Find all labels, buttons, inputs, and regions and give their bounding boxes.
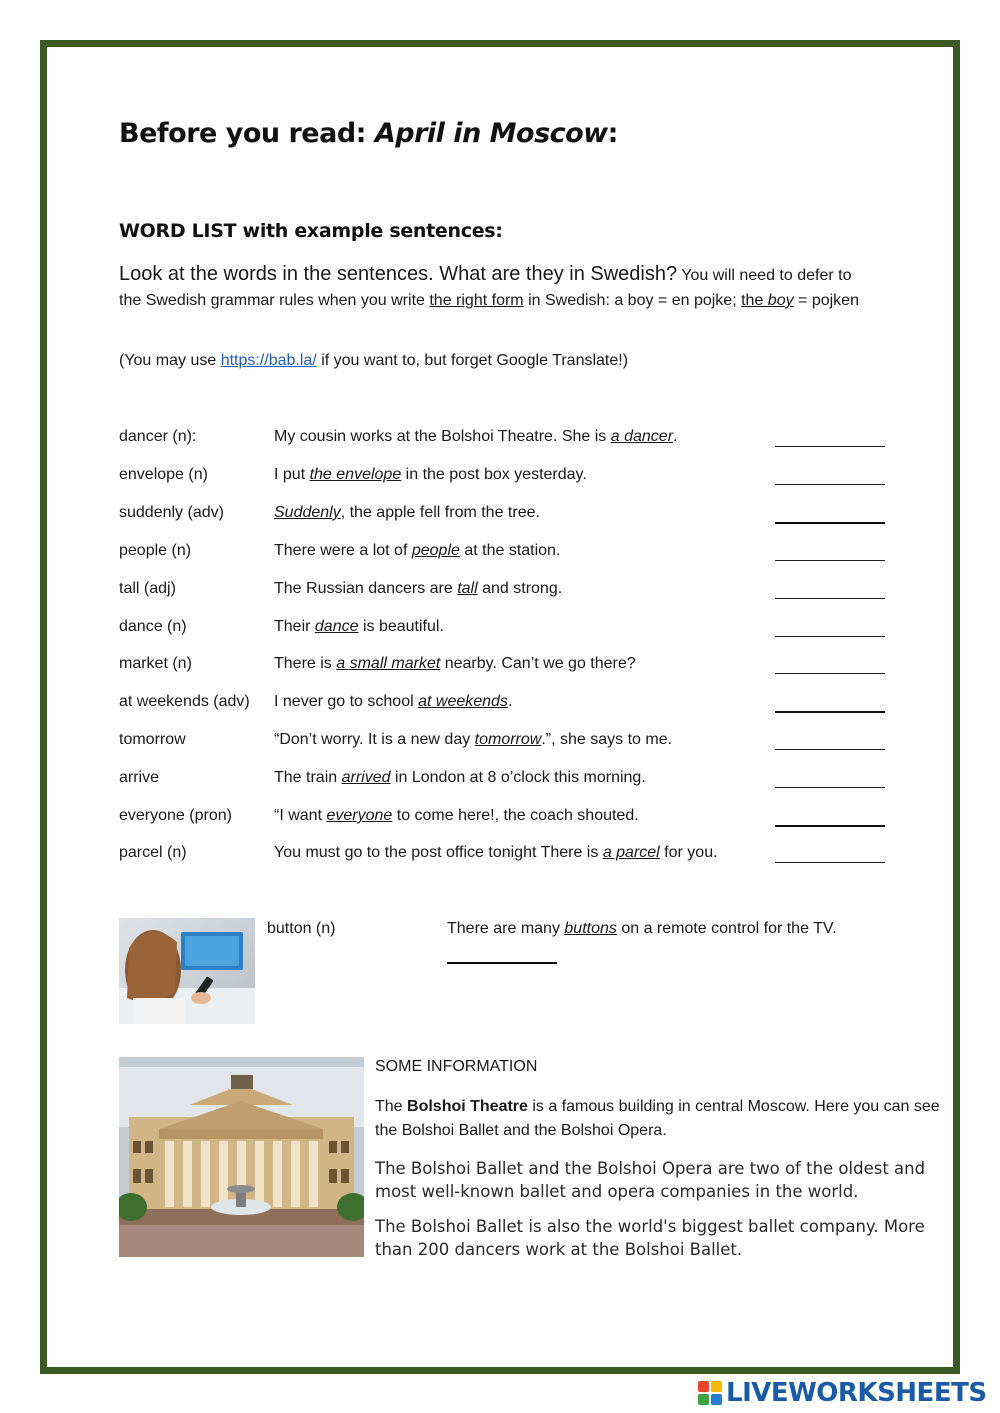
vocab-word: dance (n) <box>119 618 187 635</box>
word-row <box>119 807 889 833</box>
answer-blank[interactable] <box>775 598 885 599</box>
answer-blank[interactable] <box>775 711 885 713</box>
example-sentence: “I want everyone to come here!, the coach shouted. <box>274 807 639 824</box>
example-sentence: You must go to the post office tonight There is a parcel for you. <box>274 844 718 861</box>
vocab-word: tomorrow <box>119 731 186 748</box>
example-sentence: My cousin works at the Bolshoi Theatre. She is a dancer. <box>274 428 678 445</box>
word-row <box>119 428 889 454</box>
word-row <box>119 655 889 681</box>
answer-blank[interactable] <box>775 522 885 524</box>
answer-blank[interactable] <box>775 787 885 788</box>
word-row <box>119 466 889 492</box>
example-sentence: I never go to school at weekends. <box>274 693 513 710</box>
info-paragraph-2: The Bolshoi Ballet and the Bolshoi Opera are two of the oldest and most well-known ballet and opera companies in the world. <box>375 1159 926 1201</box>
info-paragraph-1: The Bolshoi Theatre is a famous building in central Moscow. Here you can see the Bolshoi Ballet and the Bolshoi Opera. <box>375 1098 940 1139</box>
answer-blank[interactable] <box>775 673 885 674</box>
word-row <box>119 504 889 530</box>
button-answer-blank[interactable] <box>447 962 557 964</box>
example-sentence: The train arrived in London at 8 o’clock this morning. <box>274 769 646 786</box>
vocab-word: dancer (n): <box>119 428 197 445</box>
answer-blank[interactable] <box>775 446 885 447</box>
vocab-word: suddenly (adv) <box>119 504 224 521</box>
info-paragraph-3: The Bolshoi Ballet is also the world's biggest ballet company. More than 200 dancers work at the Bolshoi Ballet. <box>375 1217 925 1259</box>
button-word: button (n) <box>267 920 336 937</box>
example-sentence: I put the envelope in the post box yesterday. <box>274 466 587 483</box>
bab-la-link[interactable]: https://bab.la/ <box>220 352 317 369</box>
dictionary-note: (You may use https://bab.la/ if you want to, but forget Google Translate!) <box>119 352 629 369</box>
vocab-word: tall (adj) <box>119 580 176 597</box>
word-row <box>119 769 889 795</box>
word-row <box>119 542 889 568</box>
page-title: Before you read: April in Moscow: <box>119 118 618 149</box>
instructions: Look at the words in the sentences. What are they in Swedish? You will need to defer to the Swedish grammar rules when you write the right form in Swedish: a boy = en pojke; the boy = pojken <box>119 263 859 309</box>
vocab-word: at weekends (adv) <box>119 693 250 710</box>
answer-blank[interactable] <box>775 825 885 827</box>
answer-blank[interactable] <box>775 862 885 863</box>
word-row <box>119 844 889 870</box>
example-sentence: “Don’t worry. It is a new day tomorrow.”, she says to me. <box>274 731 673 748</box>
vocab-word: parcel (n) <box>119 844 187 861</box>
vocab-word: people (n) <box>119 542 192 559</box>
vocab-word: arrive <box>119 769 160 786</box>
logo-icon <box>698 1381 722 1405</box>
answer-blank[interactable] <box>775 560 885 561</box>
button-sentence: There are many buttons on a remote control for the TV. <box>447 920 837 937</box>
tv-remote-photo <box>119 918 255 1024</box>
word-row <box>119 693 889 719</box>
word-row <box>119 731 889 757</box>
vocab-word: everyone (pron) <box>119 807 232 824</box>
answer-blank[interactable] <box>775 749 885 750</box>
vocab-word: market (n) <box>119 655 192 672</box>
answer-blank[interactable] <box>775 484 885 485</box>
book-title: April in Moscow <box>374 118 608 149</box>
word-row <box>119 618 889 644</box>
info-heading: SOME INFORMATION <box>375 1058 538 1075</box>
example-sentence: There is a small market nearby. Can’t we go there? <box>274 655 636 672</box>
example-sentence: The Russian dancers are tall and strong. <box>274 580 563 597</box>
example-sentence: There were a lot of people at the station. <box>274 542 561 559</box>
answer-blank[interactable] <box>775 636 885 637</box>
vocab-word: envelope (n) <box>119 466 208 483</box>
bolshoi-theatre-photo <box>119 1057 364 1257</box>
word-list-heading: WORD LIST with example sentences: <box>119 220 503 242</box>
logo-text: LIVEWORKSHEETS <box>726 1378 987 1408</box>
example-sentence: Suddenly, the apple fell from the tree. <box>274 504 540 521</box>
word-row <box>119 580 889 606</box>
example-sentence: Their dance is beautiful. <box>274 618 444 635</box>
liveworksheets-logo[interactable] <box>698 1378 987 1408</box>
